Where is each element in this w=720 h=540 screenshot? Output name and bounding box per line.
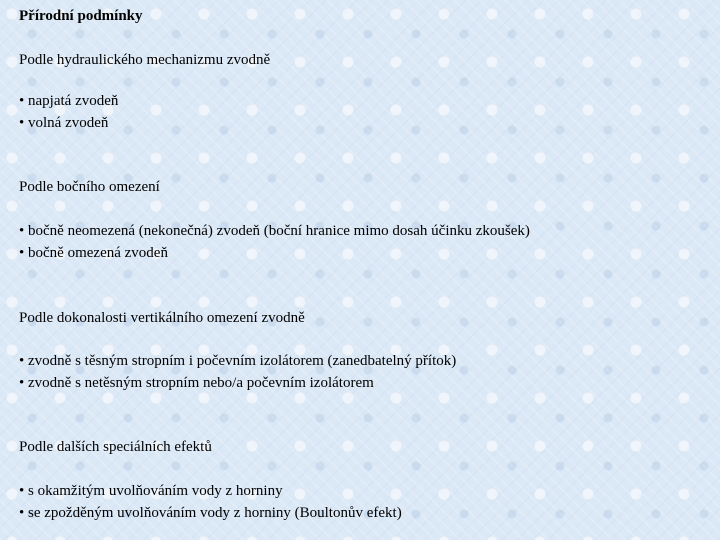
list-item: • bočně neomezená (nekonečná) zvodeň (boční hranice mimo dosah účinku zkoušek)	[19, 220, 530, 242]
section-heading-hydraulic: Podle hydraulického mechanizmu zvodně	[19, 52, 271, 68]
section-heading-lateral: Podle bočního omezení	[19, 179, 160, 195]
list-item: • zvodně s těsným stropním i počevním izolátorem (zanedbatelný přítok)	[19, 350, 456, 372]
bullet-list-vertical	[19, 350, 456, 394]
bullet-list-special	[19, 480, 402, 524]
list-item: • s okamžitým uvolňováním vody z horniny	[19, 480, 402, 502]
section-heading-special: Podle dalších speciálních efektů	[19, 439, 212, 455]
list-item: • volná zvodeň	[19, 112, 118, 134]
section-heading-vertical: Podle dokonalosti vertikálního omezení zvodně	[19, 310, 305, 326]
slide-title: Přírodní podmínky	[19, 8, 143, 24]
list-item: • se zpožděným uvolňováním vody z horniny (Boultonův efekt)	[19, 502, 402, 524]
bullet-list-hydraulic	[19, 90, 118, 134]
list-item: • napjatá zvodeň	[19, 90, 118, 112]
bullet-list-lateral	[19, 220, 530, 264]
list-item: • zvodně s netěsným stropním nebo/a počevním izolátorem	[19, 372, 456, 394]
list-item: • bočně omezená zvodeň	[19, 242, 530, 264]
